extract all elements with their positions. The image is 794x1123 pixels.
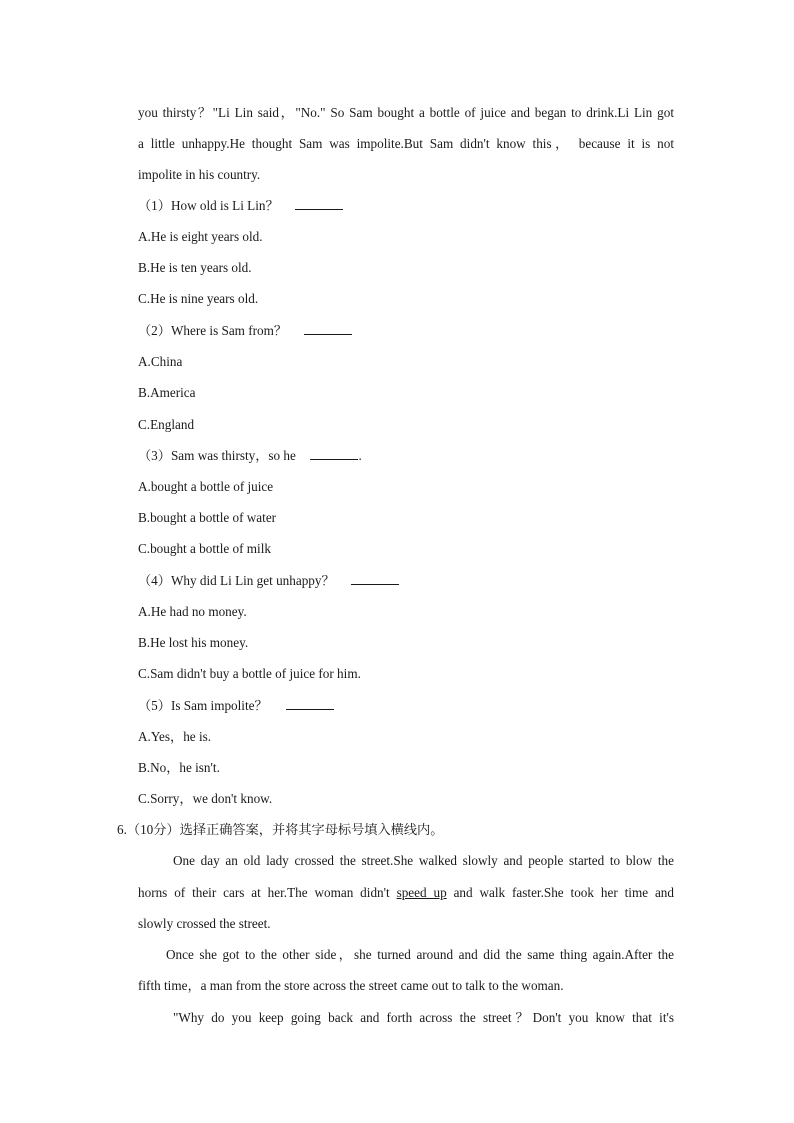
section-6-header: 6.（10分）选择正确答案，并将其字母标号填入横线内。 xyxy=(117,822,444,837)
answer-blank-1[interactable] xyxy=(295,197,343,210)
question-2-stem: （2）Where is Sam from？ xyxy=(138,323,288,338)
q1-option-b: B.He is ten years old. xyxy=(138,260,252,275)
section-6-p3-line-1: "Why do you keep going back and forth across the street？Don't you know that it's xyxy=(173,1010,674,1025)
passage-line-1: you thirsty？"Li Lin said，"No." So Sam bought a bottle of juice and began to drink.Li Lin got xyxy=(138,105,674,120)
q5-option-b: B.No，he isn't. xyxy=(138,760,220,775)
q3-option-b: B.bought a bottle of water xyxy=(138,510,277,525)
p1-line2-pre: horns of their cars at her.The woman didn't xyxy=(138,885,397,900)
q2-option-a: A.China xyxy=(138,354,183,369)
question-3-stem: （3）Sam was thirsty，so he xyxy=(138,448,300,463)
q2-option-c: C.England xyxy=(138,417,195,432)
answer-blank-3[interactable] xyxy=(310,447,358,460)
question-4-stem: （4）Why did Li Lin get unhappy？ xyxy=(138,573,335,588)
p1-line2-post: and walk faster.She took her time and xyxy=(446,885,674,900)
question-5 xyxy=(138,697,334,715)
question-3-end: . xyxy=(358,448,362,463)
question-1-stem: （1）How old is Li Lin？ xyxy=(138,198,279,213)
q5-option-c: C.Sorry，we don't know. xyxy=(138,791,273,806)
question-1 xyxy=(138,197,343,215)
passage-line-2: a little unhappy.He thought Sam was impolite.But Sam didn't know this， because it is not xyxy=(138,136,674,151)
section-6-p1-line-3: slowly crossed the street. xyxy=(138,916,271,931)
section-6-p2-line-2: fifth time，a man from the store across the street came out to talk to the woman. xyxy=(138,978,564,993)
answer-blank-4[interactable] xyxy=(351,572,399,585)
section-6-p1-line-2 xyxy=(138,884,674,902)
answer-blank-5[interactable] xyxy=(286,697,334,710)
q5-option-a: A.Yes，he is. xyxy=(138,729,212,744)
q4-option-a: A.He had no money. xyxy=(138,604,247,619)
passage-line-3: impolite in his country. xyxy=(138,167,261,182)
q1-option-c: C.He is nine years old. xyxy=(138,291,259,306)
question-5-stem: （5）Is Sam impolite？ xyxy=(138,698,268,713)
section-6-p1-line-1: One day an old lady crossed the street.She walked slowly and people started to blow the xyxy=(173,853,674,868)
q3-option-a: A.bought a bottle of juice xyxy=(138,479,274,494)
q4-option-b: B.He lost his money. xyxy=(138,635,249,650)
q3-option-c: C.bought a bottle of milk xyxy=(138,541,271,556)
question-4 xyxy=(138,572,399,590)
section-6-p2-line-1: Once she got to the other side，she turned around and did the same thing again.After the xyxy=(166,947,674,962)
q4-option-c: C.Sam didn't buy a bottle of juice for him. xyxy=(138,666,361,681)
q2-option-b: B.America xyxy=(138,385,196,400)
answer-blank-2[interactable] xyxy=(304,322,352,335)
q1-option-a: A.He is eight years old. xyxy=(138,229,263,244)
underlined-phrase: speed up xyxy=(396,885,447,900)
question-2 xyxy=(138,322,352,340)
question-3 xyxy=(138,447,362,465)
